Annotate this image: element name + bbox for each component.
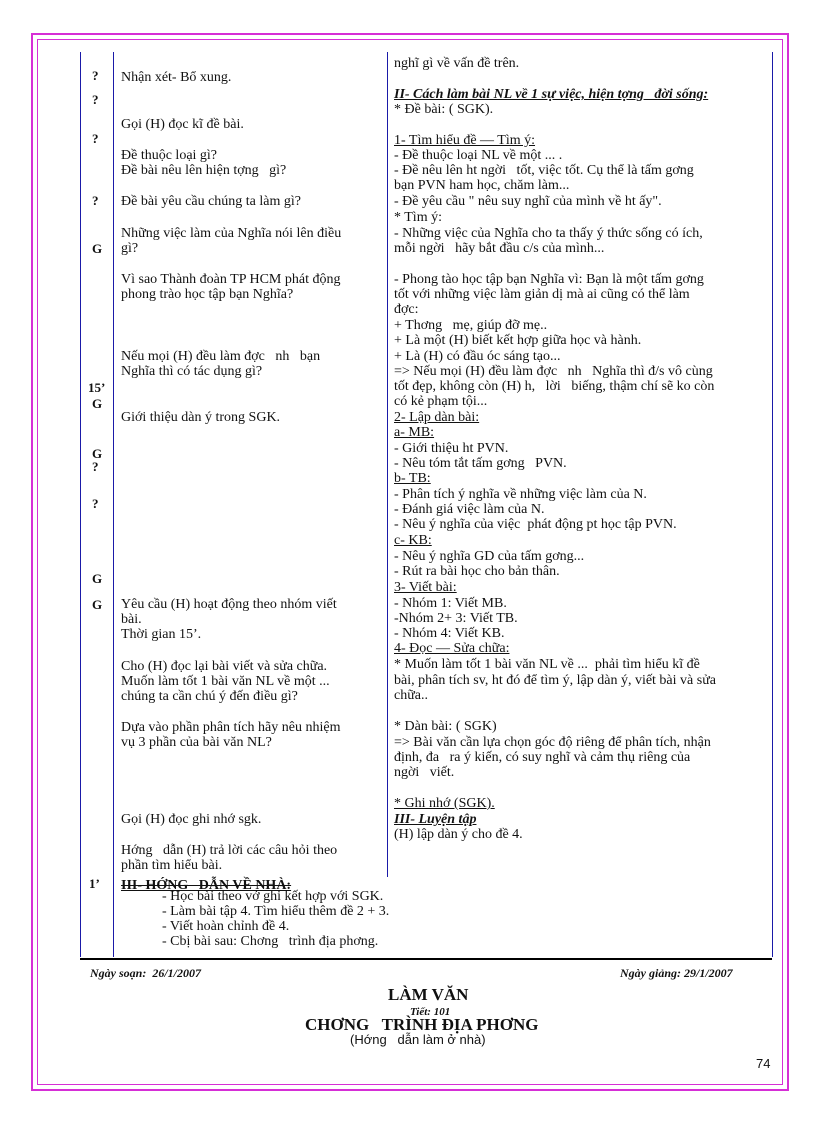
marker: 15’ bbox=[88, 380, 106, 395]
content-line: -Nhóm 2+ 3: Viết TB. bbox=[394, 611, 518, 626]
column-divider-main bbox=[387, 52, 388, 877]
teacher-activity: gì? bbox=[121, 241, 139, 256]
content-line: - Nhóm 4: Viết KB. bbox=[394, 626, 505, 641]
content-line: - Phong tào học tập bạn Nghĩa vì: Bạn là một tấm gơng bbox=[394, 272, 704, 287]
content-line: * Đề bài: ( SGK). bbox=[394, 102, 494, 117]
content-line: + Thơng mẹ, giúp đỡ mẹ.. bbox=[394, 318, 548, 333]
content-line: - Phân tích ý nghĩa về những việc làm của N. bbox=[394, 487, 647, 502]
teacher-activity: phần tìm hiểu bài. bbox=[121, 858, 223, 873]
marker: ? bbox=[92, 193, 99, 208]
marker: G bbox=[92, 597, 103, 612]
content-line: (H) lập dàn ý cho đề 4. bbox=[394, 827, 523, 842]
content-line: => Nếu mọi (H) đều làm đợc nh Nghĩa thì đ/s vô cùng bbox=[394, 364, 713, 379]
content-line: * Tìm ý: bbox=[394, 210, 442, 225]
teacher-activity: Đề bài yêu cầu chúng ta làm gì? bbox=[121, 194, 301, 209]
marker: ? bbox=[92, 68, 99, 83]
teacher-activity: Những việc làm của Nghĩa nói lên điều bbox=[121, 226, 342, 241]
content-line: - Đề yêu cầu " nêu suy nghĩ của mình về ht ấy". bbox=[394, 194, 662, 209]
subsection-heading: a- MB: bbox=[394, 425, 435, 440]
teacher-activity: Đề bài nêu lên hiện tợng gì? bbox=[121, 163, 287, 178]
content-line: * Muốn làm tốt 1 bài văn NL về ... phải tìm hiểu kĩ đề bbox=[394, 657, 700, 672]
marker: 1’ bbox=[89, 876, 100, 891]
content-line: ngời viết. bbox=[394, 765, 455, 780]
content-line: * Dàn bài: ( SGK) bbox=[394, 719, 497, 734]
content-line: tốt với những việc làm giản dị mà ai cũng có thể làm bbox=[394, 287, 690, 302]
content-line: - Đề thuộc loại NL về một ... . bbox=[394, 148, 563, 163]
teacher-activity: Đề thuộc loại gì? bbox=[121, 148, 218, 163]
homework-item: - Học bài theo vở ghi kết hợp với SGK. bbox=[162, 889, 384, 904]
section-heading: III- Luyện tập bbox=[394, 812, 477, 827]
content-line: => Bài văn cần lựa chọn góc độ riêng để phân tích, nhận bbox=[394, 735, 711, 750]
subsection-heading: 1- Tìm hiểu đề — Tìm ý: bbox=[394, 133, 536, 148]
marker: ? bbox=[92, 496, 99, 511]
marker: G bbox=[92, 571, 103, 586]
teacher-activity: Gọi (H) đọc ghi nhớ sgk. bbox=[121, 812, 262, 827]
content-line: - Những việc của Nghĩa cho ta thấy ý thức sống có ích, bbox=[394, 226, 703, 241]
subsection-heading: b- TB: bbox=[394, 471, 431, 486]
lesson-title: CHƠNG TRÌNH ĐỊA PHƠNG bbox=[305, 1015, 539, 1034]
date-prepared: Ngày soạn: 26/1/2007 bbox=[90, 966, 201, 980]
marker: G bbox=[92, 396, 103, 411]
content-line: + Là một (H) biết kết hợp giữa học và hành. bbox=[394, 333, 642, 348]
content-line: đợc: bbox=[394, 302, 419, 317]
teacher-activity: Thời gian 15’. bbox=[121, 627, 202, 642]
section-heading: II- Cách làm bài NL về 1 sự việc, hiện tợng đời sống: bbox=[394, 87, 709, 102]
content-line: - Rút ra bài học cho bản thân. bbox=[394, 564, 560, 579]
teacher-activity: Gọi (H) đọc kĩ đề bài. bbox=[121, 117, 244, 132]
page-number: 74 bbox=[756, 1056, 771, 1071]
lesson-subtitle: (Hớng dẫn làm ở nhà) bbox=[350, 1032, 486, 1047]
note-heading: * Ghi nhớ (SGK). bbox=[394, 796, 495, 811]
period-label: Tiết: 101 bbox=[410, 1006, 451, 1018]
content-line: - Đánh giá việc làm của N. bbox=[394, 502, 545, 517]
subsection-heading: c- KB: bbox=[394, 533, 432, 548]
content-line: nghĩ gì về vấn đề trên. bbox=[394, 56, 520, 71]
content-line: bạn PVN ham học, chăm làm... bbox=[394, 178, 570, 193]
homework-heading: III- HỚNG DẪN VỀ NHÀ: bbox=[121, 878, 292, 893]
marker: ? bbox=[92, 92, 99, 107]
content-line: chữa.. bbox=[394, 688, 429, 703]
content-line: + Là (H) có đầu óc sáng tạo... bbox=[394, 349, 561, 364]
teacher-activity: Vì sao Thành đoàn TP HCM phát động bbox=[121, 272, 341, 287]
teacher-activity: bài. bbox=[121, 612, 142, 627]
content-line: mỗi ngời hãy bắt đầu c/s của mình... bbox=[394, 241, 605, 256]
marker: G bbox=[92, 241, 103, 256]
homework-item: - Làm bài tập 4. Tìm hiểu thêm đề 2 + 3. bbox=[162, 904, 390, 919]
marker: ? bbox=[92, 131, 99, 146]
content-line: có kẻ phạm tội... bbox=[394, 394, 488, 409]
content-line: - Đề nêu lên ht ngời tốt, việc tốt. Cụ thể là tấm gơng bbox=[394, 163, 694, 178]
subsection-heading: 2- Lập dàn bài: bbox=[394, 410, 480, 425]
table-left-border bbox=[80, 52, 81, 957]
content-line: bài, phân tích sv, ht đó để tìm ý, lập dàn ý, viết bài và sửa bbox=[394, 673, 716, 688]
content-line: - Nêu ý nghĩa của việc phát động pt học tập PVN. bbox=[394, 517, 677, 532]
content-line: - Nêu ý nghĩa GD của tấm gơng... bbox=[394, 549, 585, 564]
teacher-activity: Cho (H) đọc lại bài viết và sửa chữa. bbox=[121, 659, 328, 674]
teacher-activity: chúng ta cần chú ý đến điều gì? bbox=[121, 689, 298, 704]
content-line: - Nhóm 1: Viết MB. bbox=[394, 596, 507, 611]
subsection-heading: 3- Viết bài: bbox=[394, 580, 457, 595]
teacher-activity: Nếu mọi (H) đều làm đợc nh bạn bbox=[121, 349, 321, 364]
date-taught: Ngày giảng: 29/1/2007 bbox=[620, 966, 733, 980]
teacher-activity: phong trào học tập bạn Nghĩa? bbox=[121, 287, 294, 302]
subsection-heading: 4- Đọc — Sửa chữa: bbox=[394, 641, 510, 656]
footer-rule bbox=[80, 958, 772, 960]
teacher-activity: Hớng dẫn (H) trả lời các câu hỏi theo bbox=[121, 843, 338, 858]
teacher-activity: Nghĩa thì có tác dụng gì? bbox=[121, 364, 263, 379]
teacher-activity: Yêu cầu (H) hoạt động theo nhóm viết bbox=[121, 597, 337, 612]
content-line: tốt đẹp, không còn (H) h, lời biếng, thậm chí sẽ ko còn bbox=[394, 379, 715, 394]
content-line: định, đa ra ý kiến, có suy nghĩ và cảm thụ riêng của bbox=[394, 750, 691, 765]
teacher-activity: vụ 3 phần của bài văn NL? bbox=[121, 735, 272, 750]
table-right-border bbox=[772, 52, 773, 957]
marker: ? bbox=[92, 459, 99, 474]
teacher-activity: Giới thiệu dàn ý trong SGK. bbox=[121, 410, 281, 425]
marker: G bbox=[92, 446, 103, 461]
teacher-activity: Dựa vào phần phân tích hãy nêu nhiệm bbox=[121, 720, 341, 735]
teacher-activity: Muốn làm tốt 1 bài văn NL về một ... bbox=[121, 674, 330, 689]
content-line: - Giới thiệu ht PVN. bbox=[394, 441, 509, 456]
subject-title: LÀM VĂN bbox=[388, 985, 469, 1004]
teacher-activity: Nhận xét- Bổ xung. bbox=[121, 70, 232, 85]
homework-item: - Cbị bài sau: Chơng trình địa phơng. bbox=[162, 934, 379, 949]
column-divider-marks bbox=[113, 52, 114, 957]
content-line: - Nêu tóm tắt tấm gơng PVN. bbox=[394, 456, 567, 471]
homework-item: - Viết hoàn chỉnh đề 4. bbox=[162, 919, 290, 934]
